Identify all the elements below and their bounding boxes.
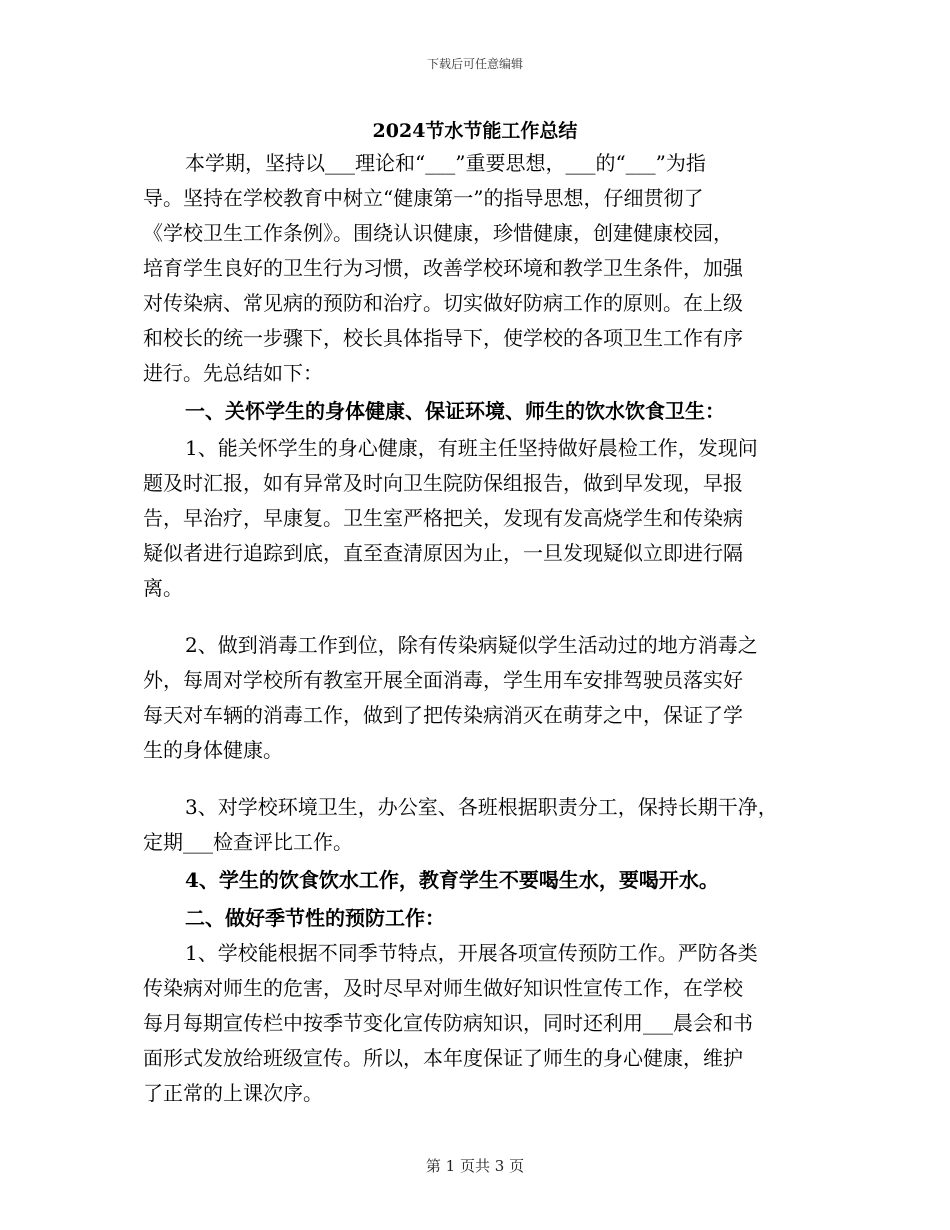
body-line: 导。坚持在学校教育中树立“健康第一”的指导思想，仔细贯彻了	[143, 186, 704, 210]
body-line: 培育学生良好的卫生行为习惯，改善学校环境和教学卫生条件，加强	[143, 256, 743, 280]
body-line: 定期___检查评比工作。	[143, 830, 353, 854]
page-footer: 第 1 页共 3 页	[425, 1157, 525, 1175]
body-line: 1、学校能根据不同季节特点，开展各项宣传预防工作。严防各类	[185, 941, 758, 965]
document-title: 2024节水节能工作总结	[372, 120, 578, 142]
body-line: 《学校卫生工作条例》。围绕认识健康，珍惜健康，创建健康校园，	[143, 221, 733, 245]
body-line: 生的身体健康。	[143, 738, 283, 762]
body-line: 面形式发放给班级宣传。所以，本年度保证了师生的身心健康，维护	[143, 1046, 743, 1070]
body-line: 告，早治疗，早康复。卫生室严格把关，发现有发高烧学生和传染病	[143, 506, 743, 530]
body-line: 传染病对师生的危害，及时尽早对师生做好知识性宣传工作，在学校	[143, 976, 743, 1000]
body-line: 每天对车辆的消毒工作，做到了把传染病消灭在萌芽之中，保证了学	[143, 703, 743, 727]
body-line: 每月每期宣传栏中按季节变化宣传防病知识，同时还利用___晨会和书	[143, 1011, 753, 1035]
body-line: 1、能关怀学生的身心健康，有班主任坚持做好晨检工作，发现问	[185, 436, 758, 460]
body-line: 和校长的统一步骤下，校长具体指导下，使学校的各项卫生工作有序	[143, 326, 743, 350]
body-line: 了正常的上课次序。	[143, 1081, 323, 1105]
section-heading: 一、关怀学生的身体健康、保证环境、师生的饮水饮食卫生：	[185, 399, 725, 423]
header-note: 下载后可任意编辑	[426, 57, 523, 71]
body-line: 3、对学校环境卫生，办公室、各班根据职责分工，保持长期干净，	[185, 795, 778, 819]
section-heading: 4、学生的饮食饮水工作，教育学生不要喝生水，要喝开水。	[185, 868, 719, 892]
body-line: 2、做到消毒工作到位，除有传染病疑似学生活动过的地方消毒之	[185, 633, 758, 657]
body-line: 对传染病、常见病的预防和治疗。切实做好防病工作的原则。在上级	[143, 291, 743, 315]
body-line: 疑似者进行追踪到底，直至查清原因为止，一旦发现疑似立即进行隔	[143, 541, 743, 565]
body-line: 离。	[143, 576, 183, 600]
body-line: 题及时汇报，如有异常及时向卫生院防保组报告，做到早发现，早报	[143, 471, 743, 495]
body-line: 本学期，坚持以___理论和“___”重要思想，___的“___”为指	[185, 151, 706, 175]
section-heading: 二、做好季节性的预防工作：	[185, 906, 445, 930]
body-line: 进行。先总结如下：	[143, 361, 323, 385]
body-line: 外，每周对学校所有教室开展全面消毒，学生用车安排驾驶员落实好	[143, 668, 743, 692]
